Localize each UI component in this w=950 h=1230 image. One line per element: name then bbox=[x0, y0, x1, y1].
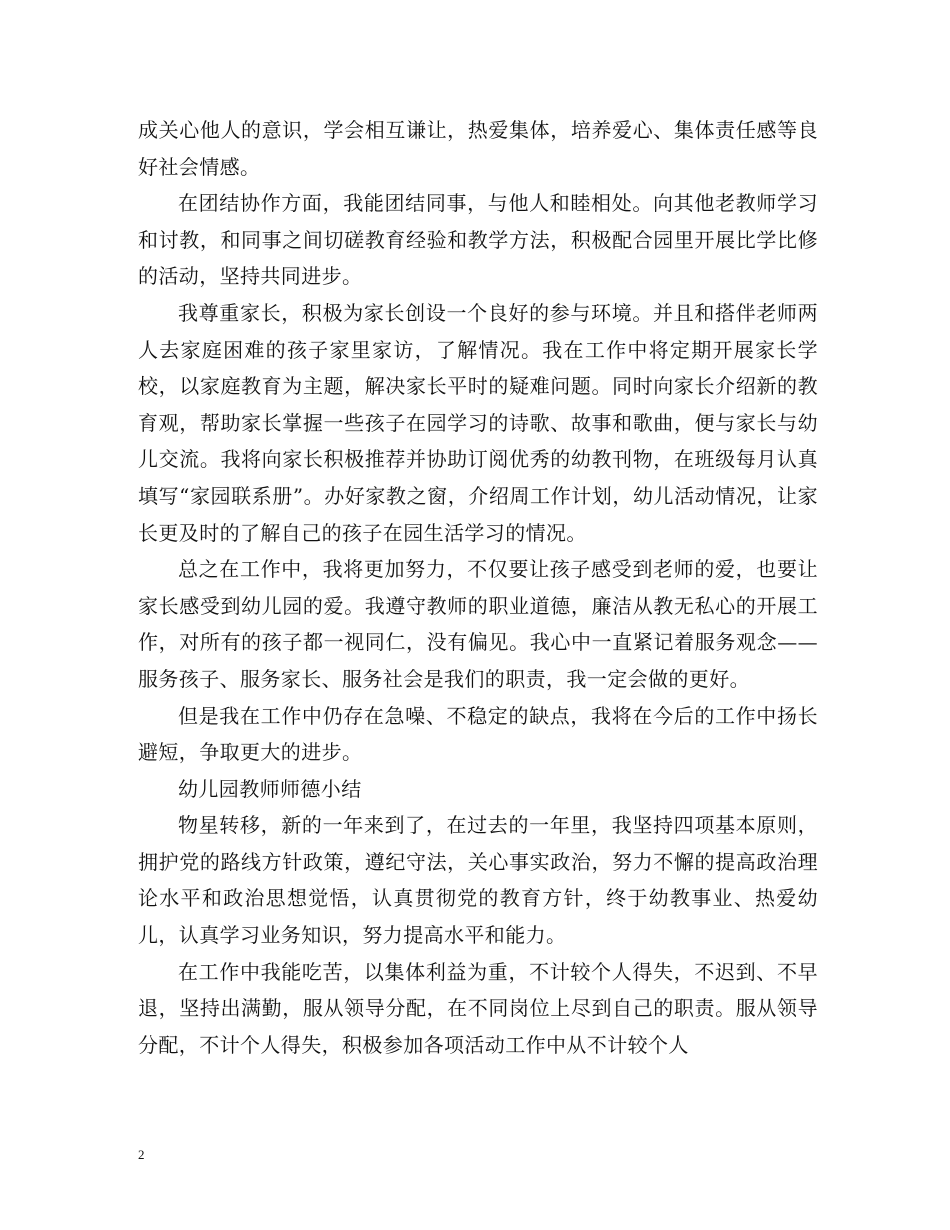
paragraph-3: 我尊重家长，积极为家长创设一个良好的参与环境。并且和搭伴老师两人去家庭困难的孩子家里家访，了解情况。我在工作中将定期开展家长学校，以家庭教育为主题，解决家长平时的疑难问题。同时向家长介绍新的教育观，帮助家长掌握一些孩子在园学习的诗歌、故事和歌曲，便与家长与幼儿交流。我将向家长积极推荐并协助订阅优秀的幼教刊物，在班级每月认真填写“家园联系册”。办好家教之窗，介绍周工作计划，幼儿活动情况，让家长更及时的了解自己的孩子在园生活学习的情况。 bbox=[138, 300, 818, 545]
document-body bbox=[138, 112, 818, 1063]
paragraph-4: 总之在工作中，我将更加努力，不仅要让孩子感受到老师的爱，也要让家长感受到幼儿园的爱。我遵守教师的职业道德，廉洁从教无私心的开展工作，对所有的孩子都一视同仁，没有偏见。我心中一直紧记着服务观念——服务孩子、服务家长、服务社会是我们的职责，我一定会做的更好。 bbox=[138, 557, 818, 691]
paragraph-8: 在工作中我能吃苦，以集体利益为重，不计较个人得失，不迟到、不早退，坚持出满勤，服从领导分配，在不同岗位上尽到自己的职责。服从领导分配，不计个人得失，积极参加各项活动工作中从不计较个人 bbox=[138, 959, 818, 1057]
paragraph-2: 在团结协作方面，我能团结同事，与他人和睦相处。向其他老教师学习和讨教，和同事之间切磋教育经验和教学方法，积极配合园里开展比学比修的活动，坚持共同进步。 bbox=[138, 191, 818, 289]
section-heading: 幼儿园教师师德小结 bbox=[178, 776, 362, 801]
paragraph-1: 成关心他人的意识，学会相互谦让，热爱集体，培养爱心、集体责任感等良好社会情感。 bbox=[138, 118, 818, 179]
paragraph-7: 物星转移，新的一年来到了，在过去的一年里，我坚持四项基本原则，拥护党的路线方针政策，遵纪守法，关心事实政治，努力不懈的提高政治理论水平和政治思想觉悟，认真贯彻党的教育方针，终于幼教事业、热爱幼儿，认真学习业务知识，努力提高水平和能力。 bbox=[138, 813, 818, 948]
page-number: 2 bbox=[138, 1147, 145, 1162]
paragraph-5: 但是我在工作中仍存在急噪、不稳定的缺点，我将在今后的工作中扬长避短，争取更大的进步。 bbox=[138, 703, 818, 765]
